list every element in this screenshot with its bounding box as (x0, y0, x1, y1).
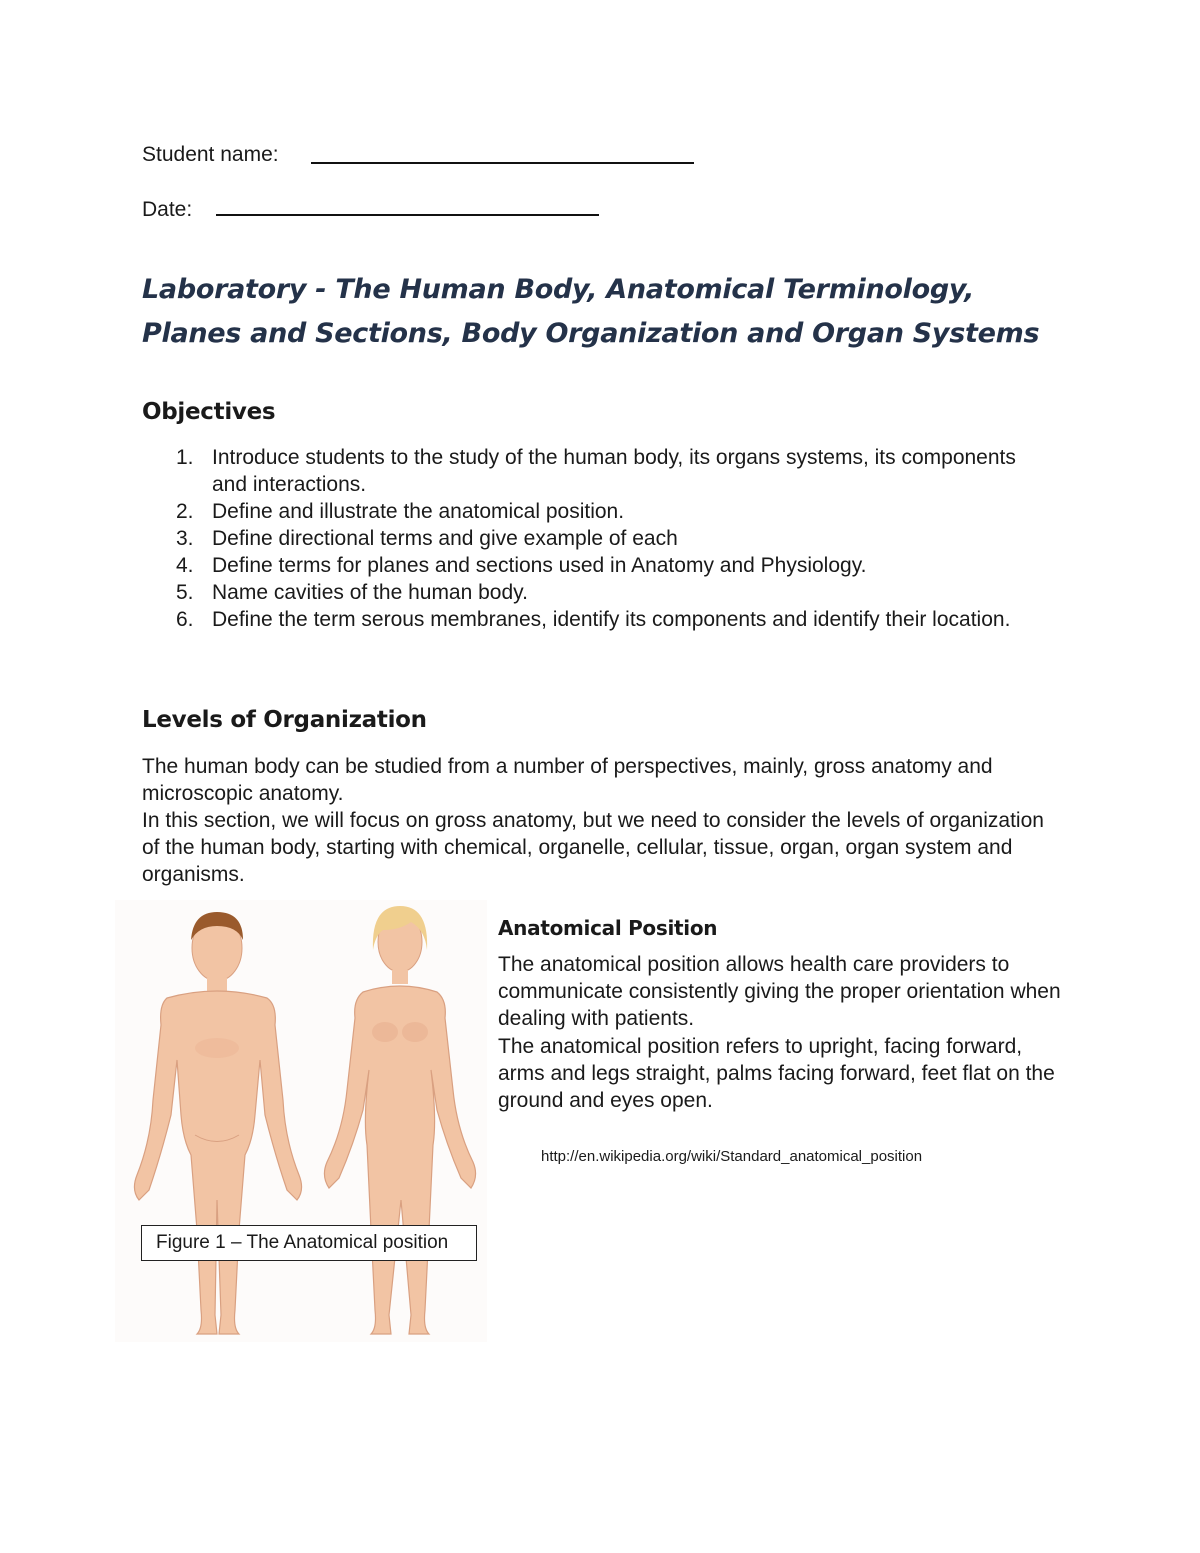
objective-text: Name cavities of the human body. (212, 581, 528, 604)
levels-heading: Levels of Organization (142, 707, 427, 733)
student-name-label: Student name: (142, 143, 279, 166)
date-field[interactable] (142, 198, 192, 222)
objectives-list (142, 444, 1042, 633)
objective-number: 3. (176, 527, 194, 550)
objective-text: Define directional terms and give example of each (212, 527, 678, 550)
objective-item (142, 606, 1042, 633)
objective-item (142, 579, 1042, 606)
objective-number: 5. (176, 581, 194, 604)
figure-caption (141, 1225, 477, 1261)
date-underline[interactable] (216, 214, 599, 216)
date-label: Date: (142, 198, 193, 221)
objective-text: Define terms for planes and sections used in Anatomy and Physiology. (212, 554, 867, 577)
student-name-underline[interactable] (311, 162, 694, 164)
objective-number: 4. (176, 554, 194, 577)
objective-item (142, 444, 1042, 498)
objective-item (142, 525, 1042, 552)
objective-text: Define the term serous membranes, identify its components and identify their location. (212, 608, 1011, 631)
title-line-2: Planes and Sections, Body Organization and Organ Systems (142, 318, 1040, 349)
objectives-heading: Objectives (142, 399, 276, 425)
anatomical-position-paragraph-1: The anatomical position allows health care providers to communicate consistently giving the proper orientation when dealing with patients. (498, 953, 1061, 1030)
objective-number: 6. (176, 608, 194, 631)
objective-text: Define and illustrate the anatomical position. (212, 500, 625, 523)
anatomical-position-figure (115, 900, 487, 1342)
objective-number: 1. (176, 446, 194, 469)
figure-caption-text: Figure 1 – The Anatomical position (156, 1232, 449, 1253)
objective-number: 2. (176, 500, 194, 523)
anatomical-position-paragraph-2: The anatomical position refers to upright, facing forward, arms and legs straight, palms facing forward, feet flat on the ground and eyes open. (498, 1035, 1055, 1112)
document-title (142, 268, 1102, 356)
anatomical-figures-image (115, 900, 487, 1342)
anatomical-position-heading: Anatomical Position (498, 916, 718, 940)
objective-item (142, 552, 1042, 579)
levels-paragraph-2: In this section, we will focus on gross anatomy, but we need to consider the levels of organization of the human body, starting with chemical, organelle, cellular, tissue, organ, organ system and organisms. (142, 809, 1044, 886)
objective-item (142, 498, 1042, 525)
wikipedia-link[interactable]: http://en.wikipedia.org/wiki/Standard_anatomical_position (541, 1148, 923, 1165)
title-line-1: Laboratory - The Human Body, Anatomical Terminology, (142, 274, 975, 305)
student-name-field[interactable] (142, 143, 279, 167)
objective-text: Introduce students to the study of the human body, its organs systems, its components and interactions. (212, 446, 1016, 496)
levels-paragraph-1: The human body can be studied from a number of perspectives, mainly, gross anatomy and microscopic anatomy. (142, 755, 993, 805)
